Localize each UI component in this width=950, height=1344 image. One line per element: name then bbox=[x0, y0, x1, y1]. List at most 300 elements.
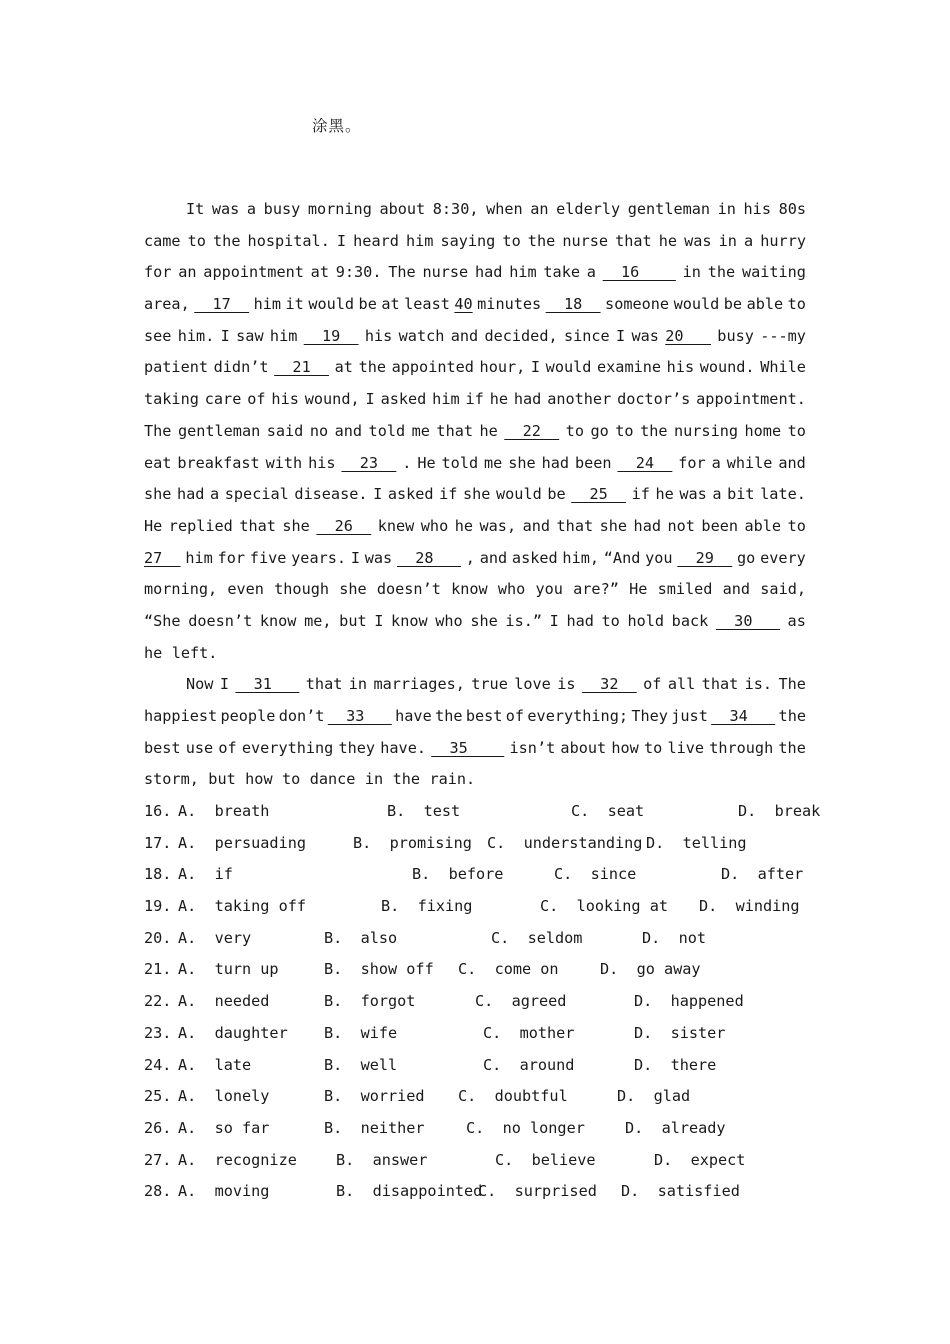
passage-word: and bbox=[479, 548, 508, 567]
passage-word: to bbox=[787, 516, 806, 535]
passage-word: asked bbox=[380, 390, 427, 409]
passage-word: a bbox=[586, 263, 596, 282]
passage-word: that bbox=[436, 421, 473, 440]
passage-word: came bbox=[144, 231, 181, 250]
passage-word: to bbox=[643, 738, 663, 757]
question-number: 24. bbox=[144, 1055, 172, 1074]
passage-word: would bbox=[496, 485, 542, 504]
passage-word: everything; bbox=[527, 707, 628, 725]
option-d: D. winding bbox=[699, 897, 800, 916]
passage-word: for bbox=[217, 548, 246, 567]
passage-word: in bbox=[682, 263, 701, 282]
passage-word: told bbox=[441, 453, 479, 472]
passage-word: people bbox=[220, 707, 276, 725]
passage-word: said bbox=[266, 421, 304, 440]
blank-number: 29 bbox=[677, 548, 733, 567]
option-b: B. promising bbox=[353, 833, 472, 852]
passage-word: patient bbox=[144, 358, 209, 377]
passage-word: the bbox=[435, 707, 463, 725]
option-b: B. well bbox=[324, 1055, 398, 1074]
passage-word: late. bbox=[760, 485, 806, 504]
passage-word: a bbox=[210, 485, 220, 504]
passage-word: all bbox=[667, 675, 696, 694]
passage-line bbox=[144, 640, 806, 672]
option-b: B. worried bbox=[324, 1087, 425, 1106]
passage-word: true bbox=[471, 675, 508, 694]
passage-line bbox=[144, 481, 806, 513]
passage-word: The bbox=[778, 675, 806, 694]
option-d: D. go away bbox=[600, 960, 701, 979]
passage-word: him bbox=[269, 326, 298, 345]
question-row bbox=[144, 1178, 824, 1210]
passage-line bbox=[144, 196, 806, 228]
passage-word: It bbox=[186, 200, 205, 218]
passage-word: told bbox=[368, 421, 406, 440]
passage-word: was, bbox=[479, 516, 517, 535]
passage-word: asked bbox=[387, 485, 434, 504]
passage-word: I bbox=[219, 675, 229, 694]
passage-word: when bbox=[486, 200, 523, 218]
passage-word: see bbox=[144, 326, 172, 345]
passage-word: been bbox=[701, 516, 738, 535]
passage-word: best bbox=[465, 707, 503, 725]
header-fragment: 涂黑。 bbox=[312, 117, 362, 135]
passage-word: is. bbox=[744, 675, 773, 694]
passage-word: have. bbox=[380, 738, 426, 757]
option-d: D. there bbox=[634, 1055, 717, 1074]
question-row bbox=[144, 925, 824, 957]
option-d: D. break bbox=[738, 802, 821, 820]
question-number: 18. bbox=[144, 865, 172, 884]
passage-word: while bbox=[726, 453, 773, 472]
passage-word: she bbox=[463, 485, 491, 504]
passage-word: but bbox=[208, 770, 236, 789]
option-a: A. turn up bbox=[178, 960, 279, 979]
passage-word: that bbox=[701, 675, 739, 694]
blank-number: 19 bbox=[303, 326, 359, 345]
option-c: C. doubtful bbox=[458, 1087, 568, 1106]
passage-word: if bbox=[439, 485, 458, 504]
passage-word: his bbox=[271, 390, 299, 409]
passage-word: about bbox=[379, 200, 426, 218]
passage-word: another bbox=[547, 390, 612, 409]
passage-word: “And bbox=[603, 548, 641, 567]
option-b: B. show off bbox=[324, 960, 434, 979]
passage-word: would bbox=[308, 295, 355, 314]
option-d: D. after bbox=[721, 865, 804, 884]
passage-word: home bbox=[744, 421, 782, 440]
passage-word: the bbox=[778, 707, 806, 725]
passage-word: him, bbox=[562, 548, 599, 567]
passage-word: she bbox=[339, 580, 367, 599]
passage-word: is.” bbox=[505, 611, 542, 630]
passage-word: to bbox=[787, 295, 806, 314]
question-number: 20. bbox=[144, 928, 172, 947]
passage-word: just bbox=[671, 707, 708, 725]
passage-word: doctor’s bbox=[617, 390, 691, 409]
passage-word: hurry bbox=[760, 231, 806, 250]
option-a: A. moving bbox=[178, 1182, 270, 1201]
blank-number: 30 bbox=[715, 611, 780, 630]
passage-word: ---my bbox=[760, 326, 806, 345]
passage-word: she bbox=[599, 516, 628, 535]
question-row bbox=[144, 988, 824, 1020]
passage-word: him bbox=[509, 263, 537, 282]
passage-word: in bbox=[348, 675, 368, 694]
passage-word: him bbox=[253, 295, 282, 314]
passage-line bbox=[144, 259, 806, 291]
option-b: B. disappointed bbox=[336, 1182, 483, 1201]
blank-number: 33 bbox=[327, 707, 392, 725]
passage-word: of bbox=[643, 675, 662, 694]
passage-word: the bbox=[213, 231, 241, 250]
passage-word: his bbox=[308, 453, 336, 472]
passage-word: appointed bbox=[391, 358, 474, 377]
passage-word: They bbox=[631, 707, 668, 725]
passage-word: in bbox=[718, 231, 737, 250]
passage-word: to bbox=[502, 231, 521, 250]
passage-word: appointment. bbox=[696, 390, 806, 409]
passage-word: He bbox=[417, 453, 436, 472]
passage-word: back bbox=[671, 611, 709, 630]
passage-word: nursing bbox=[674, 421, 739, 440]
passage-word: in bbox=[717, 200, 736, 218]
passage-word: I bbox=[373, 485, 383, 504]
passage-word: and bbox=[522, 516, 551, 535]
passage-word: at bbox=[310, 263, 329, 282]
passage-word: him. bbox=[177, 326, 215, 345]
passage-word: use bbox=[185, 738, 214, 757]
passage-word: morning, bbox=[144, 580, 218, 599]
passage-word: years. bbox=[291, 548, 347, 567]
passage-word: the bbox=[640, 421, 668, 440]
passage-word: best bbox=[144, 738, 181, 757]
passage-word: his bbox=[666, 358, 695, 377]
passage-word: heard bbox=[353, 231, 399, 250]
passage-line bbox=[144, 576, 806, 608]
passage-word: every bbox=[760, 548, 806, 567]
passage-word: disease. bbox=[294, 485, 368, 504]
question-row bbox=[144, 1147, 824, 1179]
option-d: D. expect bbox=[654, 1150, 746, 1169]
option-b: B. test bbox=[387, 802, 461, 820]
passage-word: are?” bbox=[573, 580, 619, 599]
question-number: 26. bbox=[144, 1118, 172, 1137]
passage-word: The bbox=[388, 263, 416, 282]
blank-number: 35 bbox=[431, 738, 505, 757]
question-row bbox=[144, 1083, 824, 1115]
passage-word: someone bbox=[605, 295, 670, 314]
passage-line bbox=[144, 323, 806, 355]
passage-word: storm, bbox=[144, 770, 199, 789]
passage-word: was bbox=[364, 548, 393, 567]
passage-word: to bbox=[787, 421, 806, 440]
passage-word: for bbox=[144, 263, 172, 282]
passage-word: didn’t bbox=[213, 358, 269, 377]
passage-line bbox=[144, 354, 806, 386]
question-number: 25. bbox=[144, 1087, 172, 1106]
passage-word: been bbox=[574, 453, 612, 472]
question-number: 22. bbox=[144, 992, 172, 1011]
passage-word: I bbox=[616, 326, 626, 345]
option-d: D. not bbox=[642, 928, 707, 947]
passage-word: of bbox=[505, 707, 525, 725]
passage-word: He bbox=[144, 516, 163, 535]
passage-word: no bbox=[309, 421, 329, 440]
passage-word: minutes bbox=[477, 295, 542, 314]
passage-word: marriages, bbox=[373, 675, 465, 694]
question-row bbox=[144, 956, 824, 988]
passage-line bbox=[144, 766, 806, 798]
passage-word: he bbox=[454, 516, 474, 535]
passage-word: was bbox=[631, 326, 659, 345]
blank-number: 17 bbox=[194, 295, 250, 314]
blank-number: 26 bbox=[316, 516, 372, 535]
passage-word: left. bbox=[171, 643, 218, 662]
passage-word: bit bbox=[727, 485, 755, 504]
passage-line bbox=[144, 735, 806, 767]
passage-line bbox=[144, 386, 806, 418]
passage-word: busy bbox=[263, 200, 301, 218]
passage-word: appointment bbox=[203, 263, 304, 282]
passage-word: be bbox=[358, 295, 377, 314]
passage-word: watch bbox=[398, 326, 445, 345]
passage-word: had bbox=[177, 485, 205, 504]
option-d: D. already bbox=[625, 1118, 726, 1137]
option-c: C. since bbox=[554, 865, 637, 884]
option-b: B. neither bbox=[324, 1118, 425, 1137]
question-number: 21. bbox=[144, 960, 172, 979]
passage-word: I bbox=[350, 548, 360, 567]
question-number: 27. bbox=[144, 1150, 172, 1169]
option-c: C. seat bbox=[571, 802, 645, 820]
passage-word: least bbox=[404, 295, 450, 314]
passage-word: you bbox=[535, 580, 563, 599]
blank-number: 28 bbox=[396, 548, 461, 567]
passage-word: and bbox=[334, 421, 363, 440]
passage-word: had bbox=[513, 390, 542, 409]
passage-word: replied bbox=[168, 516, 233, 535]
question-number: 17. bbox=[144, 833, 172, 852]
question-row bbox=[144, 798, 824, 830]
blank-number: 22 bbox=[504, 421, 560, 440]
passage-word: though bbox=[274, 580, 330, 599]
passage-word: gentleman bbox=[177, 421, 261, 440]
passage-word: gentleman bbox=[627, 200, 711, 218]
passage-word: that bbox=[305, 675, 343, 694]
passage-word: who bbox=[420, 516, 449, 535]
passage-word: to bbox=[187, 231, 206, 250]
passage-line bbox=[144, 671, 806, 703]
cloze-passage bbox=[144, 196, 806, 798]
blank-number: 16 bbox=[602, 263, 676, 282]
passage-word: with bbox=[265, 453, 303, 472]
option-c: C. believe bbox=[495, 1150, 596, 1169]
passage-word: the bbox=[358, 358, 386, 377]
passage-word: at bbox=[334, 358, 353, 377]
passage-word: morning bbox=[307, 200, 372, 218]
passage-word: would bbox=[673, 295, 720, 314]
passage-word: she bbox=[144, 485, 172, 504]
passage-word: happiest bbox=[144, 707, 218, 725]
option-b: B. forgot bbox=[324, 992, 416, 1011]
passage-word: examine bbox=[597, 358, 662, 377]
passage-word: how bbox=[611, 738, 639, 757]
passage-word: be bbox=[547, 485, 566, 504]
passage-word: he bbox=[489, 390, 508, 409]
passage-word: it bbox=[285, 295, 304, 314]
option-a: A. so far bbox=[178, 1118, 270, 1137]
blank-number: 21 bbox=[274, 358, 330, 377]
passage-word: doesn’t bbox=[188, 611, 253, 630]
passage-word: they bbox=[338, 738, 376, 757]
passage-word: him bbox=[405, 231, 434, 250]
passage-word: hold bbox=[627, 611, 665, 630]
blank-number: 27 bbox=[144, 548, 181, 567]
passage-word: I bbox=[365, 390, 375, 409]
passage-word: taking bbox=[144, 390, 199, 409]
passage-word: dance bbox=[309, 770, 356, 789]
question-number: 28. bbox=[144, 1182, 172, 1201]
option-d: D. happened bbox=[634, 992, 744, 1011]
passage-word: that bbox=[556, 516, 594, 535]
blank-number: 18 bbox=[545, 295, 601, 314]
passage-line bbox=[144, 608, 806, 640]
passage-word: he bbox=[144, 643, 163, 662]
passage-word: was bbox=[211, 200, 240, 218]
option-a: A. if bbox=[178, 865, 233, 884]
passage-word: is bbox=[557, 675, 576, 694]
question-row bbox=[144, 830, 824, 862]
passage-word: a bbox=[744, 231, 754, 250]
passage-word: a bbox=[712, 485, 722, 504]
passage-word: The bbox=[144, 421, 172, 440]
passage-word: of bbox=[247, 390, 266, 409]
passage-word: be bbox=[723, 295, 743, 314]
option-c: C. surprised bbox=[478, 1182, 597, 1201]
passage-word: she bbox=[282, 516, 310, 535]
option-a: A. lonely bbox=[178, 1087, 270, 1106]
passage-word: and bbox=[722, 580, 751, 599]
passage-word: that bbox=[239, 516, 276, 535]
passage-word: an bbox=[178, 263, 197, 282]
question-number: 19. bbox=[144, 897, 172, 916]
passage-line bbox=[144, 450, 806, 482]
passage-word: nurse bbox=[562, 231, 609, 250]
option-c: C. understanding bbox=[487, 833, 643, 852]
passage-word: he bbox=[479, 421, 498, 440]
passage-word: don’t bbox=[278, 707, 325, 725]
passage-word: an bbox=[530, 200, 549, 218]
option-a: A. very bbox=[178, 928, 252, 947]
passage-word: would bbox=[545, 358, 592, 377]
option-d: D. sister bbox=[634, 1023, 726, 1042]
passage-word: and bbox=[778, 453, 806, 472]
passage-word: the bbox=[392, 770, 421, 789]
passage-word: breakfast bbox=[177, 453, 260, 472]
passage-word: who bbox=[497, 580, 526, 599]
passage-word: to bbox=[565, 421, 584, 440]
question-number: 16. bbox=[144, 802, 172, 820]
passage-word: me bbox=[484, 453, 503, 472]
passage-word: know bbox=[259, 611, 297, 630]
passage-word: 80s bbox=[778, 200, 806, 218]
passage-word: While bbox=[760, 358, 806, 377]
passage-word: area, bbox=[144, 295, 190, 314]
passage-line bbox=[144, 228, 806, 260]
passage-word: knew bbox=[377, 516, 415, 535]
option-b: B. wife bbox=[324, 1023, 398, 1042]
passage-word: at bbox=[381, 295, 400, 314]
passage-line bbox=[144, 513, 806, 545]
option-a: A. daughter bbox=[178, 1023, 288, 1042]
blank-number: 23 bbox=[341, 453, 397, 472]
blank-number: 32 bbox=[581, 675, 637, 694]
passage-word: I bbox=[530, 358, 541, 377]
passage-word: had bbox=[633, 516, 661, 535]
option-c: C. agreed bbox=[475, 992, 567, 1011]
passage-word: I bbox=[336, 231, 347, 250]
passage-word: asked bbox=[511, 548, 558, 567]
option-d: D. glad bbox=[617, 1087, 691, 1106]
passage-word: he bbox=[658, 231, 678, 250]
passage-word: doesn’t bbox=[376, 580, 441, 599]
passage-word: me bbox=[411, 421, 430, 440]
passage-word: busy bbox=[717, 326, 754, 345]
passage-word: everything bbox=[241, 738, 334, 757]
passage-word: Now bbox=[186, 675, 214, 694]
passage-word: isn’t bbox=[509, 738, 556, 757]
passage-word: but bbox=[339, 611, 367, 630]
passage-word: , bbox=[465, 548, 475, 567]
passage-line bbox=[144, 291, 806, 323]
passage-word: have bbox=[395, 707, 432, 725]
passage-word: waiting bbox=[741, 263, 806, 282]
passage-word: had bbox=[474, 263, 503, 282]
passage-word: if bbox=[631, 485, 650, 504]
passage-word: as bbox=[787, 611, 806, 630]
passage-word: said, bbox=[760, 580, 806, 599]
passage-word: five bbox=[249, 548, 287, 567]
passage-word: 8:30, bbox=[432, 200, 479, 218]
passage-word: . bbox=[402, 453, 412, 472]
passage-word: you bbox=[645, 548, 673, 567]
passage-line bbox=[144, 418, 806, 450]
passage-word: not bbox=[667, 516, 695, 535]
passage-word: go bbox=[737, 548, 756, 567]
question-row bbox=[144, 1052, 824, 1084]
option-a: A. breath bbox=[178, 802, 270, 820]
passage-word: to bbox=[601, 611, 620, 630]
passage-word: smiled bbox=[657, 580, 713, 599]
passage-word: nurse bbox=[422, 263, 469, 282]
passage-word: He bbox=[629, 580, 648, 599]
blank-number: 31 bbox=[235, 675, 300, 694]
blank-number: 20 bbox=[665, 326, 711, 345]
question-row bbox=[144, 1020, 824, 1052]
passage-word: hour, bbox=[479, 358, 526, 377]
passage-word: a bbox=[711, 453, 721, 472]
passage-word: if bbox=[465, 390, 484, 409]
passage-word: in bbox=[364, 770, 384, 789]
passage-word: rain. bbox=[429, 770, 476, 789]
passage-word: able bbox=[746, 295, 784, 314]
option-c: C. come on bbox=[458, 960, 559, 979]
passage-word: even bbox=[227, 580, 264, 599]
passage-word: who bbox=[435, 611, 463, 630]
passage-word: hospital. bbox=[247, 231, 330, 250]
option-c: C. around bbox=[483, 1055, 575, 1074]
